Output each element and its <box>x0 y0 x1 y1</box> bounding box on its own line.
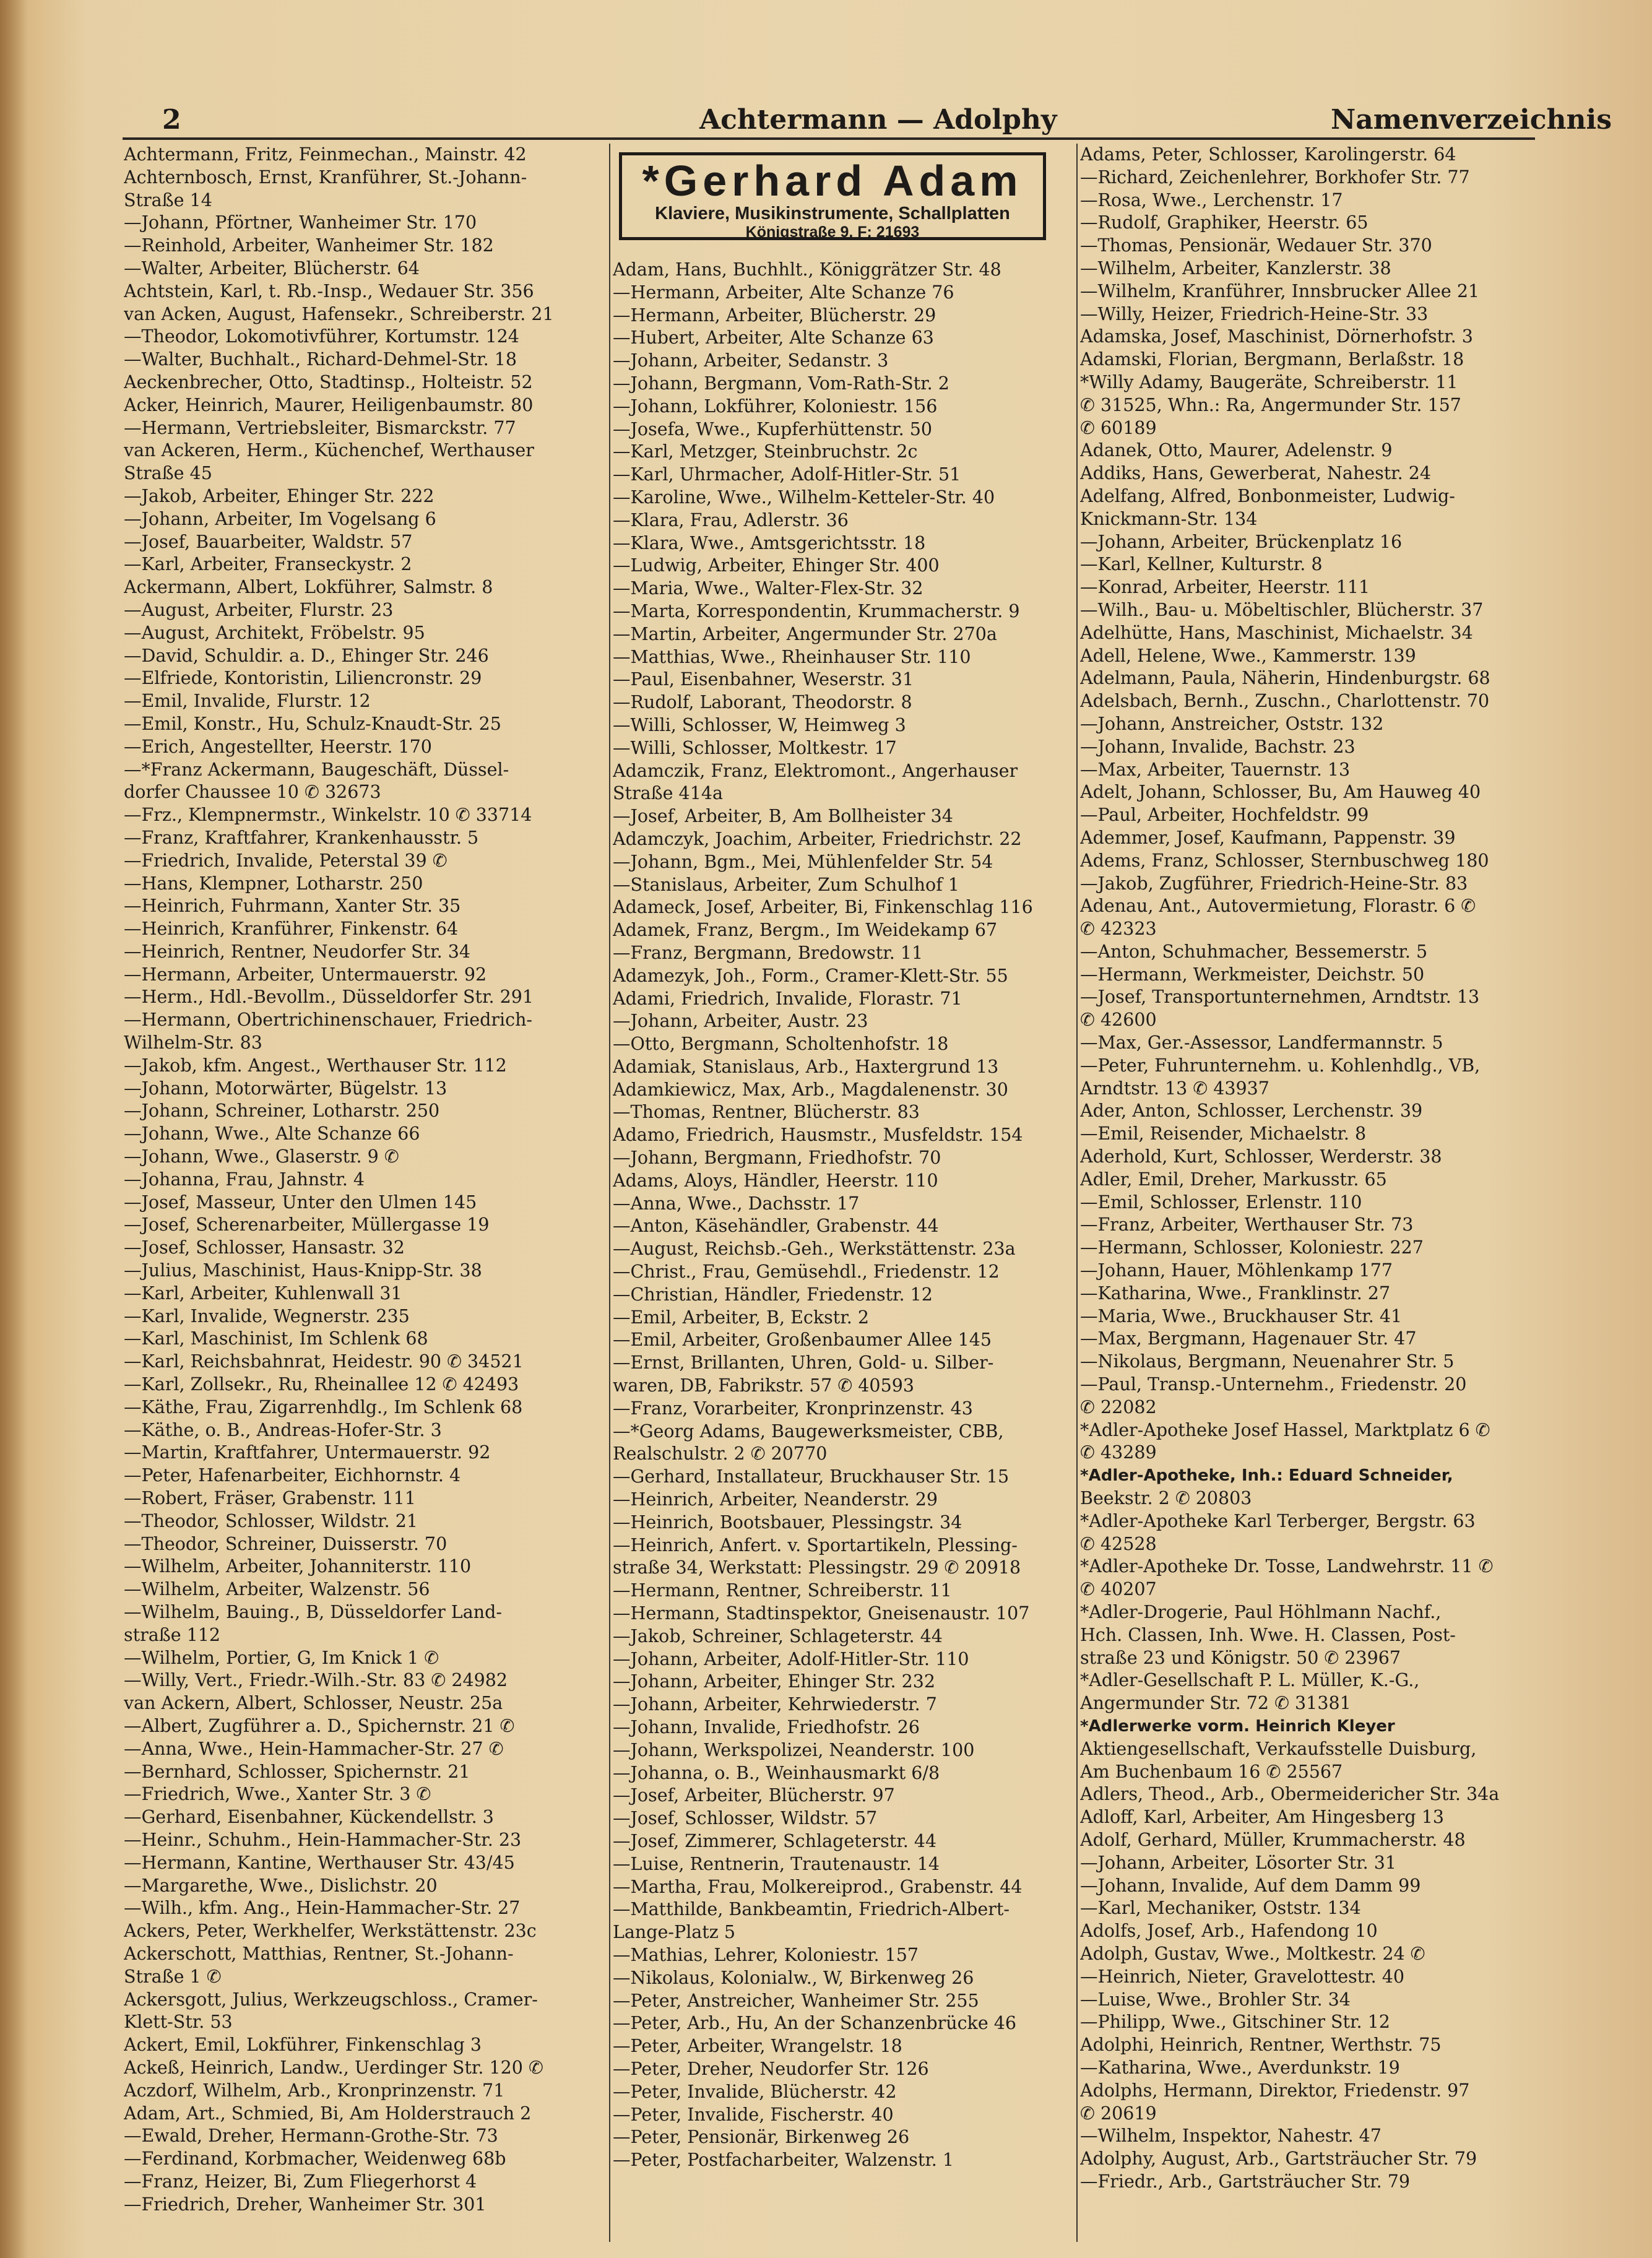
directory-entry: —Konrad, Arbeiter, Heerstr. 111 <box>1080 577 1370 598</box>
directory-entry: Knickmann-Str. 134 <box>1080 508 1258 529</box>
directory-entry: —Stanislaus, Arbeiter, Zum Schulhof 1 <box>613 874 959 895</box>
directory-entry: Addiks, Hans, Gewerberat, Nahestr. 24 <box>1080 463 1432 484</box>
directory-column-1 <box>124 144 613 2217</box>
directory-entry: Ackermann, Albert, Lokführer, Salmstr. 8 <box>124 577 493 598</box>
directory-entry: Adameck, Josef, Arbeiter, Bi, Finkenschlag 116 <box>613 897 1033 918</box>
directory-entry: —Johanna, Frau, Jahnstr. 4 <box>124 1169 365 1190</box>
directory-entry: —Johann, Arbeiter, Austr. 23 <box>613 1011 868 1032</box>
directory-entry: Aeckenbrecher, Otto, Stadtinsp., Holteistr. 52 <box>124 371 533 392</box>
directory-entry: —Josef, Arbeiter, B, Am Bollheister 34 <box>613 806 953 827</box>
directory-entry: van Acken, August, Hafensekr., Schreiberstr. 21 <box>124 303 554 324</box>
directory-entry: —Franz, Heizer, Bi, Zum Fliegerhorst 4 <box>124 2171 477 2192</box>
directory-entry: —Nikolaus, Kolonialw., W, Birkenweg 26 <box>613 1967 974 1988</box>
directory-entry: *Adler-Apotheke Josef Hassel, Marktplatz 6 ✆ <box>1080 1419 1490 1440</box>
directory-entry: —Karl, Zollsekr., Ru, Rheinallee 12 ✆ 42493 <box>124 1374 519 1395</box>
directory-entry: Adamek, Franz, Bergm., Im Weidekamp 67 <box>613 920 998 941</box>
directory-entry: —Hermann, Arbeiter, Untermauerstr. 92 <box>124 964 487 985</box>
directory-entry: Adams, Aloys, Händler, Heerstr. 110 <box>613 1170 938 1191</box>
directory-entry: Adams, Peter, Schlosser, Karolingerstr. 64 <box>1080 144 1456 165</box>
directory-entry: Adems, Franz, Schlosser, Sternbuschweg 180 <box>1080 850 1489 871</box>
ad-address: Königstraße 9, F: 21693 <box>745 223 920 241</box>
directory-entry: Adamczyk, Joachim, Arbeiter, Friedrichstr. 22 <box>613 828 1022 849</box>
directory-entry: Aktiengesellschaft, Verkaufsstelle Duisburg, <box>1080 1738 1477 1759</box>
directory-entry: Adell, Helene, Wwe., Kammerstr. 139 <box>1080 645 1416 666</box>
directory-entry: —Johanna, o. B., Weinhausmarkt 6/8 <box>613 1762 940 1783</box>
directory-entry: —Ferdinand, Korbmacher, Weidenweg 68b <box>124 2148 506 2169</box>
directory-entry: Adelmann, Paula, Näherin, Hindenburgstr. 68 <box>1080 668 1490 689</box>
directory-entry: —Heinrich, Fuhrmann, Xanter Str. 35 <box>124 896 461 917</box>
directory-entry: —Katharina, Wwe., Averdunkstr. 19 <box>1080 2057 1400 2078</box>
directory-entry: —Jakob, kfm. Angest., Werthauser Str. 112 <box>124 1055 507 1076</box>
directory-entry: —Luise, Rentnerin, Trautenaustr. 14 <box>613 1853 940 1874</box>
directory-entry: Angermunder Str. 72 ✆ 31381 <box>1080 1693 1351 1714</box>
directory-entry: —Friedrich, Dreher, Wanheimer Str. 301 <box>124 2194 487 2215</box>
directory-entry: —Paul, Eisenbahner, Weserstr. 31 <box>613 669 914 690</box>
ad-subtitle: Klaviere, Musikinstrumente, Schallplatten <box>655 204 1010 223</box>
ad-name: *Gerhard Adam <box>642 157 1023 205</box>
directory-entry: —Heinrich, Rentner, Neudorfer Str. 34 <box>124 941 470 962</box>
directory-entry: Adelhütte, Hans, Maschinist, Michaelstr. 34 <box>1080 622 1473 643</box>
directory-entry: Acker, Heinrich, Maurer, Heiligenbaumstr. 80 <box>124 394 534 415</box>
directory-entry: Achtermann, Fritz, Feinmechan., Mainstr. 42 <box>124 144 527 165</box>
directory-entry: —Ewald, Dreher, Hermann-Grothe-Str. 73 <box>124 2126 498 2147</box>
directory-entry: —Josefa, Wwe., Kupferhüttenstr. 50 <box>613 418 933 439</box>
directory-entry: —Johann, Werkspolizei, Neanderstr. 100 <box>613 1739 975 1760</box>
directory-entry: *Adler-Apotheke Karl Terberger, Bergstr. 63 <box>1080 1510 1476 1531</box>
directory-entry: —Frz., Klempnermstr., Winkelstr. 10 ✆ 33714 <box>124 805 532 826</box>
directory-entry: —Johann, Hauer, Möhlenkamp 177 <box>1080 1260 1393 1281</box>
directory-entry: —Franz, Vorarbeiter, Kronprinzenstr. 43 <box>613 1398 973 1419</box>
directory-entry: —Emil, Invalide, Flurstr. 12 <box>124 691 371 712</box>
directory-entry: Wilhelm-Str. 83 <box>124 1032 262 1053</box>
directory-entry: —Johann, Invalide, Bachstr. 23 <box>1080 736 1356 757</box>
directory-entry: —Albert, Zugführer a. D., Spichernstr. 21 ✆ <box>124 1715 515 1736</box>
directory-entry: ✆ 42323 <box>1080 919 1157 940</box>
directory-entry: —Hermann, Arbeiter, Blücherstr. 29 <box>613 305 936 326</box>
directory-entry: Adlers, Theod., Arb., Obermeidericher Str. 34a <box>1080 1784 1500 1805</box>
directory-entry: —August, Arbeiter, Flurstr. 23 <box>124 599 394 620</box>
directory-entry: —Hermann, Schlosser, Koloniestr. 227 <box>1080 1237 1424 1258</box>
directory-entry: *Adler-Apotheke Dr. Tosse, Landwehrstr. 11 ✆ <box>1080 1556 1494 1577</box>
directory-entry: —Karl, Mechaniker, Oststr. 134 <box>1080 1898 1361 1919</box>
directory-entry: —Heinrich, Kranführer, Finkenstr. 64 <box>124 919 459 940</box>
directory-entry: —Franz, Kraftfahrer, Krankenhausstr. 5 <box>124 827 479 848</box>
directory-entry: —Emil, Konstr., Hu, Schulz-Knaudt-Str. 25 <box>124 713 501 734</box>
directory-entry: —Heinr., Schuhm., Hein-Hammacher-Str. 23 <box>124 1829 522 1850</box>
directory-entry: Ackeß, Heinrich, Landw., Uerdinger Str. 120 ✆ <box>124 2057 543 2078</box>
directory-entry: Adamezyk, Joh., Form., Cramer-Klett-Str. 55 <box>613 965 1008 986</box>
directory-entry: Adam, Art., Schmied, Bi, Am Holderstrauch 2 <box>124 2103 532 2124</box>
directory-entry: waren, DB, Fabrikstr. 57 ✆ 40593 <box>613 1375 914 1396</box>
directory-entry: —Emil, Arbeiter, Großenbaumer Allee 145 <box>613 1330 992 1351</box>
directory-entry: Adamski, Florian, Bergmann, Berlaßstr. 18 <box>1080 349 1464 370</box>
page-title: Achtermann — Adolphy <box>699 104 1057 136</box>
directory-entry: —Hermann, Rentner, Schreiberstr. 11 <box>613 1580 952 1601</box>
directory-entry: —Maria, Wwe., Walter-Flex-Str. 32 <box>613 578 923 599</box>
directory-entry: —Johann, Bergmann, Vom-Rath-Str. 2 <box>613 373 949 394</box>
directory-entry: —Hermann, Stadtinspektor, Gneisenaustr. 107 <box>613 1603 1030 1624</box>
directory-entry: Achtstein, Karl, t. Rb.-Insp., Wedauer Str. 356 <box>124 280 534 301</box>
directory-entry: —Heinrich, Bootsbauer, Plessingstr. 34 <box>613 1512 962 1533</box>
directory-entry: ✆ 43289 <box>1080 1442 1157 1463</box>
directory-entry: Ackerschott, Matthias, Rentner, St.-Johann- <box>124 1943 514 1964</box>
directory-entry: —Ludwig, Arbeiter, Ehinger Str. 400 <box>613 555 940 576</box>
directory-entry: —Heinrich, Arbeiter, Neanderstr. 29 <box>613 1489 938 1510</box>
directory-entry: Adelt, Johann, Schlosser, Bu, Am Hauweg 40 <box>1080 782 1481 803</box>
directory-entry: —Willi, Schlosser, W, Heimweg 3 <box>613 714 906 735</box>
directory-entry: —Hermann, Werkmeister, Deichstr. 50 <box>1080 964 1425 985</box>
directory-entry: —Hermann, Kantine, Werthauser Str. 43/45 <box>124 1852 515 1873</box>
directory-entry: Adelsbach, Bernh., Zuschn., Charlottenstr. 70 <box>1080 691 1490 712</box>
directory-entry: van Ackeren, Herm., Küchenchef, Werthauser <box>124 440 534 461</box>
directory-entry: Arndtstr. 13 ✆ 43937 <box>1080 1078 1269 1099</box>
directory-entry: Lange-Platz 5 <box>613 1922 735 1943</box>
directory-entry: ✆ 40207 <box>1080 1579 1157 1600</box>
directory-entry: Straße 45 <box>124 463 212 484</box>
directory-entry: Adolphs, Hermann, Direktor, Friedenstr. 97 <box>1080 2080 1470 2101</box>
directory-entry: —Christian, Händler, Friedenstr. 12 <box>613 1284 933 1305</box>
directory-entry: —Johann, Anstreicher, Oststr. 132 <box>1080 713 1384 734</box>
directory-entry: Adelfang, Alfred, Bonbonmeister, Ludwig- <box>1080 485 1455 506</box>
directory-entry: —Josef, Bauarbeiter, Waldstr. 57 <box>124 531 413 552</box>
directory-entry: ✆ 42600 <box>1080 1010 1157 1031</box>
directory-entry: Ackers, Peter, Werkhelfer, Werkstättenstr. 23c <box>124 1921 537 1942</box>
page-number: 2 <box>162 104 181 136</box>
directory-entry: —Philipp, Wwe., Gitschiner Str. 12 <box>1080 2012 1390 2033</box>
directory-entry: Am Buchenbaum 16 ✆ 25567 <box>1080 1761 1343 1782</box>
directory-entry: —Klara, Wwe., Amtsgerichtsstr. 18 <box>613 532 926 553</box>
directory-entry: ✆ 42528 <box>1080 1533 1157 1554</box>
directory-entry: Straße 414a <box>613 783 723 804</box>
directory-entry: ✆ 22082 <box>1080 1396 1157 1417</box>
directory-entry: —Emil, Reisender, Michaelstr. 8 <box>1080 1123 1367 1144</box>
directory-entry: —Ernst, Brillanten, Uhren, Gold- u. Silber- <box>613 1352 994 1373</box>
directory-entry: —Karoline, Wwe., Wilhelm-Ketteler-Str. 40 <box>613 487 995 508</box>
directory-entry: —Johann, Wwe., Alte Schanze 66 <box>124 1123 420 1144</box>
directory-entry: *Adlerwerke vorm. Heinrich Kleyer <box>1080 1716 1395 1736</box>
directory-entry: —Johann, Schreiner, Lotharstr. 250 <box>124 1101 440 1122</box>
directory-entry: —Wilhelm, Arbeiter, Kanzlerstr. 38 <box>1080 257 1391 279</box>
directory-entry: —Peter, Arbeiter, Wrangelstr. 18 <box>613 2036 902 2057</box>
directory-entry: —Peter, Fuhrunternehm. u. Kohlenhdlg., VB, <box>1080 1055 1481 1076</box>
directory-entry: —Karl, Arbeiter, Franseckystr. 2 <box>124 554 412 575</box>
directory-entry: —Mathias, Lehrer, Koloniestr. 157 <box>613 1944 919 1965</box>
directory-entry: —Maria, Wwe., Bruckhauser Str. 41 <box>1080 1305 1403 1326</box>
directory-entry: —Max, Arbeiter, Tauernstr. 13 <box>1080 759 1351 780</box>
directory-entry: —Jakob, Arbeiter, Ehinger Str. 222 <box>124 485 435 506</box>
directory-entry: —Rosa, Wwe., Lerchenstr. 17 <box>1080 189 1343 210</box>
section-label: Namenverzeichnis <box>1331 104 1612 136</box>
directory-entry: —Johann, Arbeiter, Brückenplatz 16 <box>1080 531 1403 552</box>
directory-entry: —Heinrich, Nieter, Gravelottestr. 40 <box>1080 1966 1405 1987</box>
directory-entry: —Martin, Arbeiter, Angermunder Str. 270a <box>613 623 997 644</box>
directory-entry: —Elfriede, Kontoristin, Liliencronstr. 29 <box>124 668 482 689</box>
directory-entry: —Walter, Arbeiter, Blücherstr. 64 <box>124 257 420 279</box>
directory-entry: —Johann, Lokführer, Koloniestr. 156 <box>613 396 938 417</box>
directory-entry: —Gerhard, Eisenbahner, Kückendellstr. 3 <box>124 1807 494 1828</box>
directory-entry: —Karl, Kellner, Kulturstr. 8 <box>1080 554 1323 575</box>
directory-entry: Adloff, Karl, Arbeiter, Am Hingesberg 13 <box>1080 1807 1444 1828</box>
directory-entry: Ader, Anton, Schlosser, Lerchenstr. 39 <box>1080 1101 1423 1122</box>
directory-entry: —Rudolf, Laborant, Theodorstr. 8 <box>613 692 912 713</box>
directory-entry: —Franz, Arbeiter, Werthauser Str. 73 <box>1080 1214 1414 1235</box>
directory-entry: —Peter, Invalide, Fischerstr. 40 <box>613 2104 894 2125</box>
directory-entry: Adolph, Gustav, Wwe., Moltkestr. 24 ✆ <box>1080 1943 1425 1964</box>
directory-entry: —Matthilde, Bankbeamtin, Friedrich-Albert- <box>613 1899 1010 1920</box>
directory-entry: —Margarethe, Wwe., Dislichstr. 20 <box>124 1875 438 1896</box>
directory-entry: Ackert, Emil, Lokführer, Finkenschlag 3 <box>124 2035 482 2056</box>
directory-entry: —Hermann, Obertrichinenschauer, Friedrich- <box>124 1010 533 1031</box>
directory-entry: *Willy Adamy, Baugeräte, Schreiberstr. 11 <box>1080 371 1458 392</box>
directory-entry: —Johann, Invalide, Auf dem Damm 99 <box>1080 1875 1421 1896</box>
directory-entry: —Franz, Bergmann, Bredowstr. 11 <box>613 942 923 963</box>
directory-entry: Achternbosch, Ernst, Kranführer, St.-Johann- <box>124 167 527 188</box>
directory-entry: —Wilhelm, Arbeiter, Walzenstr. 56 <box>124 1579 430 1600</box>
directory-entry: —Käthe, o. B., Andreas-Hofer-Str. 3 <box>124 1419 442 1440</box>
directory-entry: *Adler-Drogerie, Paul Höhlmann Nachf., <box>1080 1602 1442 1622</box>
directory-entry: Ademmer, Josef, Kaufmann, Pappenstr. 39 <box>1080 827 1456 848</box>
directory-entry: —Wilhelm, Portier, G, Im Knick 1 ✆ <box>124 1647 439 1668</box>
directory-entry: —August, Reichsb.-Geh., Werkstättenstr. 23a <box>613 1239 1016 1260</box>
directory-entry: straße 23 und Königstr. 50 ✆ 23967 <box>1080 1647 1401 1668</box>
directory-entry: Adamczik, Franz, Elektromont., Angerhauser <box>613 760 1018 781</box>
directory-entry: —Josef, Schlosser, Wildstr. 57 <box>613 1808 878 1829</box>
directory-entry: —Max, Ger.-Assessor, Landfermannstr. 5 <box>1080 1032 1443 1053</box>
directory-entry: Adolf, Gerhard, Müller, Krummacherstr. 48 <box>1080 1829 1466 1850</box>
directory-entry: —Peter, Invalide, Blücherstr. 42 <box>613 2081 897 2102</box>
directory-entry: —Friedrich, Wwe., Xanter Str. 3 ✆ <box>124 1784 431 1805</box>
directory-entry: —Bernhard, Schlosser, Spichernstr. 21 <box>124 1761 470 1782</box>
directory-entry: —Johann, Arbeiter, Adolf-Hitler-Str. 110 <box>613 1648 969 1669</box>
directory-entry: —Max, Bergmann, Hagenauer Str. 47 <box>1080 1328 1417 1349</box>
directory-entry: —Wilhelm, Kranführer, Innsbrucker Allee 21 <box>1080 280 1480 301</box>
directory-entry: *Adler-Apotheke, Inh.: Eduard Schneider, <box>1080 1466 1453 1486</box>
directory-entry: —Klara, Frau, Adlerstr. 36 <box>613 509 849 530</box>
directory-entry: —Marta, Korrespondentin, Krummacherstr. 9 <box>613 600 1020 621</box>
directory-entry: —Wilhelm, Arbeiter, Johanniterstr. 110 <box>124 1556 472 1577</box>
directory-entry: Beekstr. 2 ✆ 20803 <box>1080 1488 1252 1509</box>
directory-entry: —Theodor, Schlosser, Wildstr. 21 <box>124 1510 418 1531</box>
directory-entry: —Johann, Arbeiter, Kehrwiederstr. 7 <box>613 1694 937 1715</box>
directory-entry: —Paul, Transp.-Unternehm., Friedenstr. 20 <box>1080 1374 1467 1395</box>
directory-entry: —Emil, Schlosser, Erlenstr. 110 <box>1080 1192 1362 1213</box>
directory-entry: —Julius, Maschinist, Haus-Knipp-Str. 38 <box>124 1260 482 1281</box>
directory-entry: —Luise, Wwe., Brohler Str. 34 <box>1080 1989 1351 2010</box>
directory-entry: —Peter, Postfacharbeiter, Walzenstr. 1 <box>613 2150 954 2171</box>
directory-entry: —Martin, Kraftfahrer, Untermauerstr. 92 <box>124 1442 491 1463</box>
directory-entry: Klett-Str. 53 <box>124 2012 233 2033</box>
directory-entry: —Hermann, Arbeiter, Alte Schanze 76 <box>613 282 954 303</box>
directory-entry: —Thomas, Pensionär, Wedauer Str. 370 <box>1080 235 1432 256</box>
directory-column-2 <box>613 259 1080 2172</box>
directory-entry: Adamo, Friedrich, Hausmstr., Musfeldstr. 154 <box>613 1125 1023 1146</box>
directory-entry: —Peter, Pensionär, Birkenweg 26 <box>613 2127 910 2148</box>
directory-entry: —Paul, Arbeiter, Hochfeldstr. 99 <box>1080 805 1369 826</box>
header-rule <box>123 137 1535 140</box>
directory-entry: —Matthias, Wwe., Rheinhauser Str. 110 <box>613 646 971 667</box>
directory-entry: —Katharina, Wwe., Franklinstr. 27 <box>1080 1283 1391 1304</box>
directory-entry: —Johann, Arbeiter, Ehinger Str. 232 <box>613 1671 936 1692</box>
directory-entry: Adamkiewicz, Max, Arb., Magdalenenstr. 30 <box>613 1079 1008 1100</box>
directory-entry: —Johann, Bergmann, Friedhofstr. 70 <box>613 1148 941 1169</box>
directory-entry: van Ackern, Albert, Schlosser, Neustr. 25a <box>124 1693 503 1714</box>
directory-entry: —Anton, Käsehändler, Grabenstr. 44 <box>613 1216 939 1237</box>
directory-entry: —Heinrich, Anfert. v. Sportartikeln, Plessing- <box>613 1534 1018 1555</box>
directory-entry: —Peter, Hafenarbeiter, Eichhornstr. 4 <box>124 1465 461 1486</box>
directory-entry: Adam, Hans, Buchhlt., Königgrätzer Str. 48 <box>613 259 1001 280</box>
directory-entry: —Theodor, Schreiner, Duisserstr. 70 <box>124 1533 448 1554</box>
directory-entry: straße 34, Werkstatt: Plessingstr. 29 ✆ 20918 <box>613 1557 1021 1578</box>
directory-entry: —Karl, Reichsbahnrat, Heidestr. 90 ✆ 34521 <box>124 1351 524 1372</box>
directory-entry: —Josef, Masseur, Unter den Ulmen 145 <box>124 1192 477 1213</box>
directory-entry: —Johann, Invalide, Friedhofstr. 26 <box>613 1717 920 1737</box>
directory-entry: Adolphi, Heinrich, Rentner, Werthstr. 75 <box>1080 2035 1442 2056</box>
directory-entry: ✆ 31525, Whn.: Ra, Angermunder Str. 157 <box>1080 394 1461 415</box>
directory-entry: Adenau, Ant., Autovermietung, Florastr. 6 ✆ <box>1080 896 1476 917</box>
directory-entry: —Friedrich, Invalide, Peterstal 39 ✆ <box>124 850 448 871</box>
directory-entry: —Anton, Schuhmacher, Bessemerstr. 5 <box>1080 941 1428 962</box>
directory-entry: Straße 14 <box>124 189 212 210</box>
directory-entry: Adamiak, Stanislaus, Arb., Haxtergrund 13 <box>613 1056 999 1077</box>
directory-entry: —Johann, Arbeiter, Im Vogelsang 6 <box>124 508 436 529</box>
directory-entry: —Peter, Anstreicher, Wanheimer Str. 255 <box>613 1990 979 2011</box>
directory-entry: —Karl, Maschinist, Im Schlenk 68 <box>124 1328 428 1349</box>
directory-entry: Ackersgott, Julius, Werkzeugschloss., Cramer- <box>124 1989 538 2010</box>
directory-entry: Adanek, Otto, Maurer, Adelenstr. 9 <box>1080 440 1393 461</box>
directory-entry: —Karl, Uhrmacher, Adolf-Hitler-Str. 51 <box>613 464 961 485</box>
directory-entry: —Martha, Frau, Molkereiprod., Grabenstr. 44 <box>613 1876 1023 1897</box>
directory-entry: —Erich, Angestellter, Heerstr. 170 <box>124 736 432 757</box>
directory-entry: —Hans, Klempner, Lotharstr. 250 <box>124 873 423 894</box>
directory-entry: —Wilh., kfm. Ang., Hein-Hammacher-Str. 27 <box>124 1898 521 1919</box>
directory-entry: —Karl, Invalide, Wegnerstr. 235 <box>124 1305 410 1326</box>
directory-entry: —Otto, Bergmann, Scholtenhofstr. 18 <box>613 1034 949 1055</box>
directory-entry: Realschulstr. 2 ✆ 20770 <box>613 1443 828 1464</box>
directory-entry: —Walter, Buchhalt., Richard-Dehmel-Str. 18 <box>124 349 517 370</box>
directory-entry: —Willy, Vert., Friedr.-Wilh.-Str. 83 ✆ 24982 <box>124 1670 508 1691</box>
directory-entry: —Hermann, Vertriebsleiter, Bismarckstr. 77 <box>124 417 516 438</box>
directory-entry: ✆ 60189 <box>1080 417 1157 438</box>
directory-entry: —Johann, Motorwärter, Bügelstr. 13 <box>124 1078 448 1099</box>
directory-entry: —Rudolf, Graphiker, Heerstr. 65 <box>1080 212 1369 233</box>
directory-entry: Adami, Friedrich, Invalide, Florastr. 71 <box>613 988 962 1009</box>
directory-entry: Aderhold, Kurt, Schlosser, Werderstr. 38 <box>1080 1146 1442 1167</box>
directory-entry: —Theodor, Lokomotivführer, Kortumstr. 124 <box>124 326 519 347</box>
directory-entry: —David, Schuldir. a. D., Ehinger Str. 246 <box>124 645 489 666</box>
directory-entry: —August, Architekt, Fröbelstr. 95 <box>124 622 425 643</box>
directory-entry: —Johann, Arbeiter, Sedanstr. 3 <box>613 350 889 371</box>
directory-entry: Straße 1 ✆ <box>124 1966 222 1987</box>
directory-entry: —Richard, Zeichenlehrer, Borkhofer Str. 77 <box>1080 167 1470 188</box>
directory-entry: —Gerhard, Installateur, Bruckhauser Str. 15 <box>613 1466 1010 1487</box>
directory-entry: —Anna, Wwe., Dachsstr. 17 <box>613 1193 860 1214</box>
directory-entry: —Johann, Wwe., Glaserstr. 9 ✆ <box>124 1146 399 1167</box>
directory-entry: Aczdorf, Wilhelm, Arb., Kronprinzenstr. 71 <box>124 2080 505 2101</box>
directory-entry: straße 112 <box>124 1624 221 1645</box>
directory-entry: —Peter, Dreher, Neudorfer Str. 126 <box>613 2058 929 2079</box>
directory-entry: —Robert, Fräser, Grabenstr. 111 <box>124 1488 416 1509</box>
directory-entry: —*Franz Ackermann, Baugeschäft, Düssel- <box>124 759 509 780</box>
directory-entry: Adolphy, August, Arb., Gartsträucher Str. 79 <box>1080 2148 1477 2169</box>
directory-entry: —Peter, Arb., Hu, An der Schanzenbrücke 46 <box>613 2013 1017 2034</box>
directory-entry: —Herm., Hdl.-Bevollm., Düsseldorfer Str. 291 <box>124 987 534 1008</box>
directory-entry: —Wilhelm, Bauing., B, Düsseldorfer Land- <box>124 1602 502 1622</box>
gerhard-adam-advertisement <box>619 152 1046 240</box>
directory-entry: Hch. Classen, Inh. Wwe. H. Classen, Post- <box>1080 1624 1456 1645</box>
directory-entry: —Wilhelm, Inspektor, Nahestr. 47 <box>1080 2126 1382 2147</box>
directory-entry: —Karl, Arbeiter, Kuhlenwall 31 <box>124 1283 402 1304</box>
directory-entry: —Johann, Arbeiter, Lösorter Str. 31 <box>1080 1852 1396 1873</box>
directory-entry: —Johann, Pförtner, Wanheimer Str. 170 <box>124 212 477 233</box>
directory-entry: —Friedr., Arb., Gartsträucher Str. 79 <box>1080 2171 1411 2192</box>
directory-entry: —Josef, Arbeiter, Blücherstr. 97 <box>613 1785 895 1806</box>
directory-entry: —Reinhold, Arbeiter, Wanheimer Str. 182 <box>124 235 494 256</box>
directory-column-3 <box>1080 144 1535 2194</box>
directory-entry: —Emil, Arbeiter, B, Eckstr. 2 <box>613 1307 869 1328</box>
directory-entry: —Josef, Transportunternehmen, Arndtstr. 13 <box>1080 987 1480 1008</box>
directory-entry: —Johann, Bgm., Mei, Mühlenfelder Str. 54 <box>613 851 993 872</box>
directory-entry: —Josef, Scherenarbeiter, Müllergasse 19 <box>124 1214 490 1235</box>
directory-entry: ✆ 20619 <box>1080 2103 1157 2124</box>
directory-entry: —Josef, Schlosser, Hansastr. 32 <box>124 1237 405 1258</box>
directory-entry: —*Georg Adams, Baugewerksmeister, CBB, <box>613 1421 1004 1442</box>
directory-entry: *Adler-Gesellschaft P. L. Müller, K.-G., <box>1080 1670 1420 1691</box>
directory-entry: —Willi, Schlosser, Moltkestr. 17 <box>613 737 897 758</box>
directory-entry: —Hubert, Arbeiter, Alte Schanze 63 <box>613 327 934 348</box>
directory-entry: —Thomas, Rentner, Blücherstr. 83 <box>613 1102 920 1123</box>
directory-entry: Adamska, Josef, Maschinist, Dörnerhofstr. 3 <box>1080 326 1473 347</box>
directory-entry: Adler, Emil, Dreher, Markusstr. 65 <box>1080 1169 1387 1190</box>
directory-entry: —Anna, Wwe., Hein-Hammacher-Str. 27 ✆ <box>124 1738 504 1759</box>
directory-entry: —Karl, Metzger, Steinbruchstr. 2c <box>613 441 918 462</box>
directory-entry: —Wilh., Bau- u. Möbeltischler, Blücherstr. 37 <box>1080 599 1484 620</box>
directory-entry: —Jakob, Zugführer, Friedrich-Heine-Str. 83 <box>1080 873 1468 894</box>
directory-entry: —Nikolaus, Bergmann, Neuenahrer Str. 5 <box>1080 1351 1455 1372</box>
directory-entry: —Jakob, Schreiner, Schlageterstr. 44 <box>613 1625 943 1646</box>
directory-entry: —Josef, Zimmerer, Schlageterstr. 44 <box>613 1830 937 1851</box>
directory-entry: —Christ., Frau, Gemüsehdl., Friedenstr. 12 <box>613 1261 1000 1283</box>
directory-entry: dorfer Chaussee 10 ✆ 32673 <box>124 782 381 803</box>
directory-entry: —Käthe, Frau, Zigarrenhdlg., Im Schlenk 68 <box>124 1396 523 1417</box>
directory-entry: Adolfs, Josef, Arb., Hafendong 10 <box>1080 1921 1378 1942</box>
directory-entry: —Willy, Heizer, Friedrich-Heine-Str. 33 <box>1080 303 1429 324</box>
